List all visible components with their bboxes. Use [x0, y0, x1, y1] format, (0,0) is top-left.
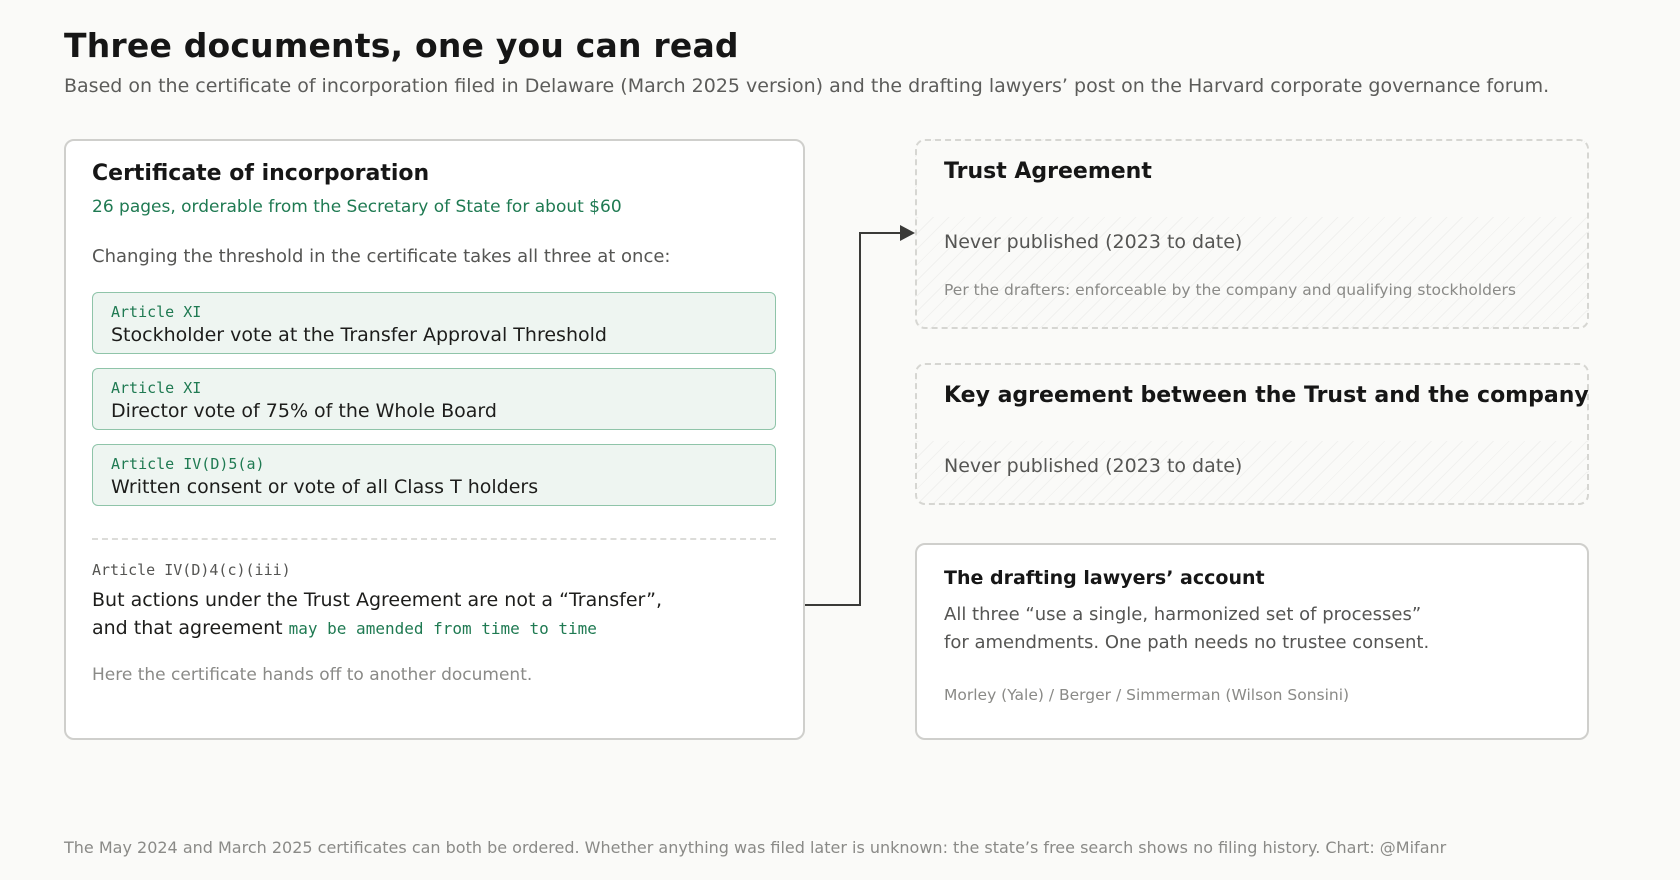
lawyers-quote-line-2: for amendments. One path needs no trustee consent. [944, 632, 1430, 653]
trust-agreement-note: Per the drafters: enforceable by the company and qualifying stockholders [944, 281, 1516, 299]
certificate-subtitle: 26 pages, orderable from the Secretary of State for about $60 [92, 197, 622, 217]
article-text: Director vote of 75% of the Whole Board [111, 400, 497, 422]
page-title: Three documents, one you can read [64, 26, 739, 65]
handoff-line-1: But actions under the Trust Agreement are not a “Transfer”, [92, 589, 663, 611]
lawyers-authors: Morley (Yale) / Berger / Simmerman (Wilson Sonsini) [944, 686, 1350, 704]
article-text: Stockholder vote at the Transfer Approval Threshold [111, 324, 607, 346]
arrowhead-icon [900, 225, 915, 241]
footer-note: The May 2024 and March 2025 certificates can both be ordered. Whether anything was filed later is unknown: the state’s free search shows no filing history. Chart: @Mifanr [64, 838, 1447, 857]
trust-agreement-title: Trust Agreement [944, 159, 1152, 184]
article-code: Article IV(D)5(a) [111, 455, 265, 473]
lawyers-account-title: The drafting lawyers’ account [944, 567, 1265, 589]
amendment-clause: may be amended from time to time [288, 619, 597, 638]
trust-agreement-status: Never published (2023 to date) [944, 231, 1243, 253]
certificate-title: Certificate of incorporation [92, 161, 430, 186]
handoff-note: Here the certificate hands off to another document. [92, 665, 533, 685]
article-code: Article XI [111, 379, 202, 397]
connector-line [805, 233, 900, 605]
certificate-intro: Changing the threshold in the certificate takes all three at once: [92, 246, 671, 267]
article-text: Written consent or vote of all Class T holders [111, 476, 539, 498]
handoff-article-code: Article IV(D)4(c)(iii) [92, 561, 291, 579]
handoff-line-2-prefix: and that agreement [92, 617, 289, 639]
lawyers-quote-line-1: All three “use a single, harmonized set of processes” [944, 604, 1422, 625]
key-agreement-status: Never published (2023 to date) [944, 455, 1243, 477]
page-subtitle: Based on the certificate of incorporation filed in Delaware (March 2025 version) and the drafting lawyers’ post on the Harvard corporate governance forum. [64, 75, 1550, 97]
article-code: Article XI [111, 303, 202, 321]
key-agreement-title: Key agreement between the Trust and the company [944, 383, 1589, 408]
